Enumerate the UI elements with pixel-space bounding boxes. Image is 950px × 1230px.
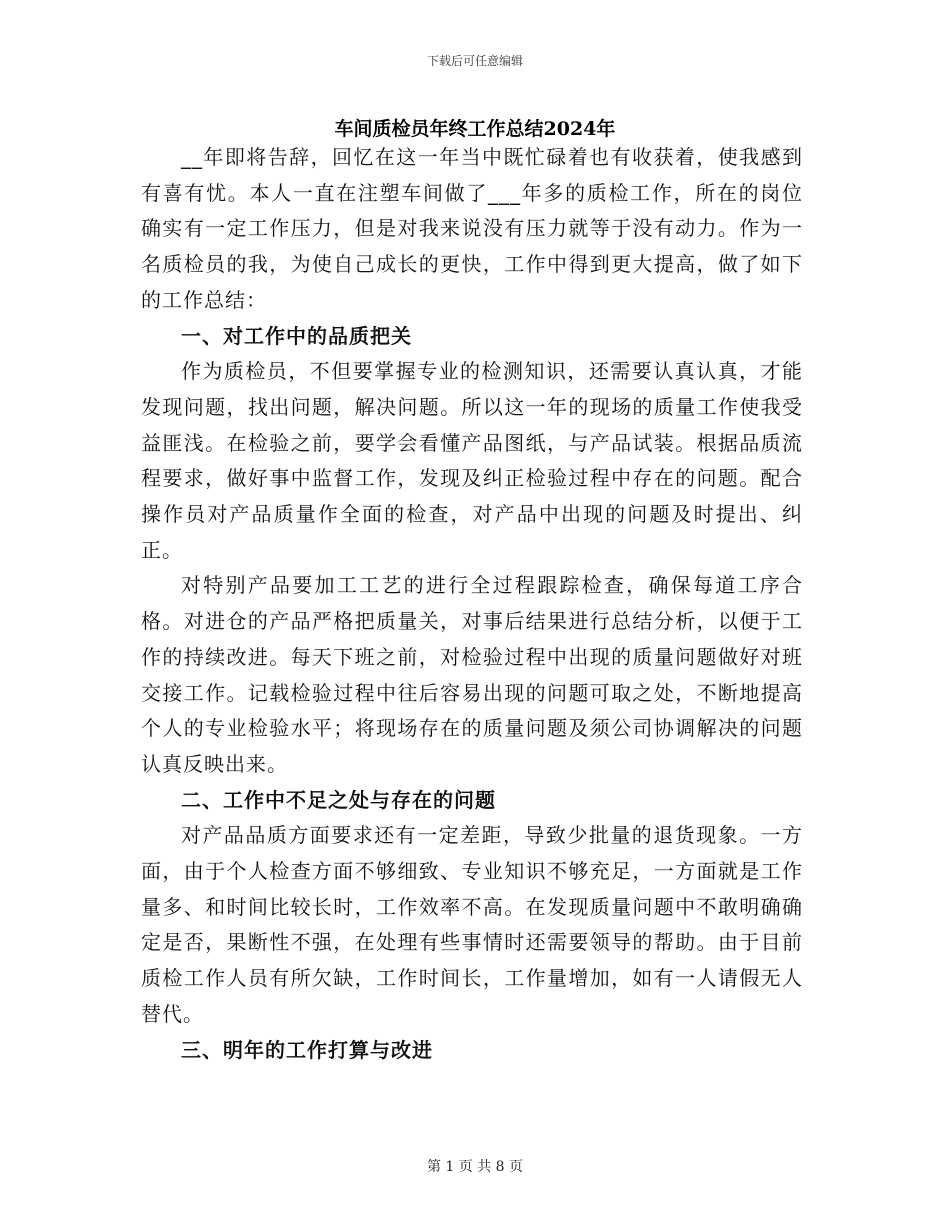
intro-paragraph: __年即将告辞，回忆在这一年当中既忙碌着也有收获着，使我感到有喜有忧。本人一直在注塑车间做了___年多的质检工作，所在的岗位确实有一定工作压力，但是对我来说没有压力就等于没有动力。作为一名质检员的我，为使自己成长的更快，工作中得到更大提高，做了如下的工作总结：	[141, 145, 803, 312]
document-body	[141, 140, 803, 1068]
page-header-note: 下载后可任意编辑	[426, 54, 523, 68]
section-2-heading: 二、工作中不足之处与存在的问题	[181, 787, 496, 812]
page-number-footer: 第 1 页 共 8 页	[426, 1159, 524, 1175]
section-3-heading: 三、明年的工作打算与改进	[181, 1037, 433, 1062]
section-2-paragraph-1: 对产品品质方面要求还有一定差距，导致少批量的退货现象。一方面，由于个人检查方面不够细致、专业知识不够充足，一方面就是工作量多、和时间比较长时，工作效率不高。在发现质量问题中不敢明确确定是否，果断性不强，在处理有些事情时还需要领导的帮助。由于目前质检工作人员有所欠缺，工作时间长，工作量增加，如有一人请假无人替代。	[141, 823, 803, 1026]
section-1-paragraph-2: 对特别产品要加工工艺的进行全过程跟踪检查，确保每道工序合格。对进仓的产品严格把质量关，对事后结果进行总结分析，以便于工作的持续改进。每天下班之前，对检验过程中出现的质量问题做好对班交接工作。记载检验过程中往后容易出现的问题可取之处，不断地提高个人的专业检验水平；将现场存在的质量问题及须公司协调解决的问题认真反映出来。	[141, 573, 803, 776]
section-1-paragraph-1: 作为质检员，不但要掌握专业的检测知识，还需要认真认真，才能发现问题，找出问题，解决问题。所以这一年的现场的质量工作使我受益匪浅。在检验之前，要学会看懂产品图纸，与产品试装。根据品质流程要求，做好事中监督工作，发现及纠正检验过程中存在的问题。配合操作员对产品质量作全面的检查，对产品中出现的问题及时提出、纠正。	[141, 359, 803, 562]
document-title: 车间质检员年终工作总结2024年	[334, 118, 616, 140]
section-1-heading: 一、对工作中的品质把关	[181, 323, 412, 348]
